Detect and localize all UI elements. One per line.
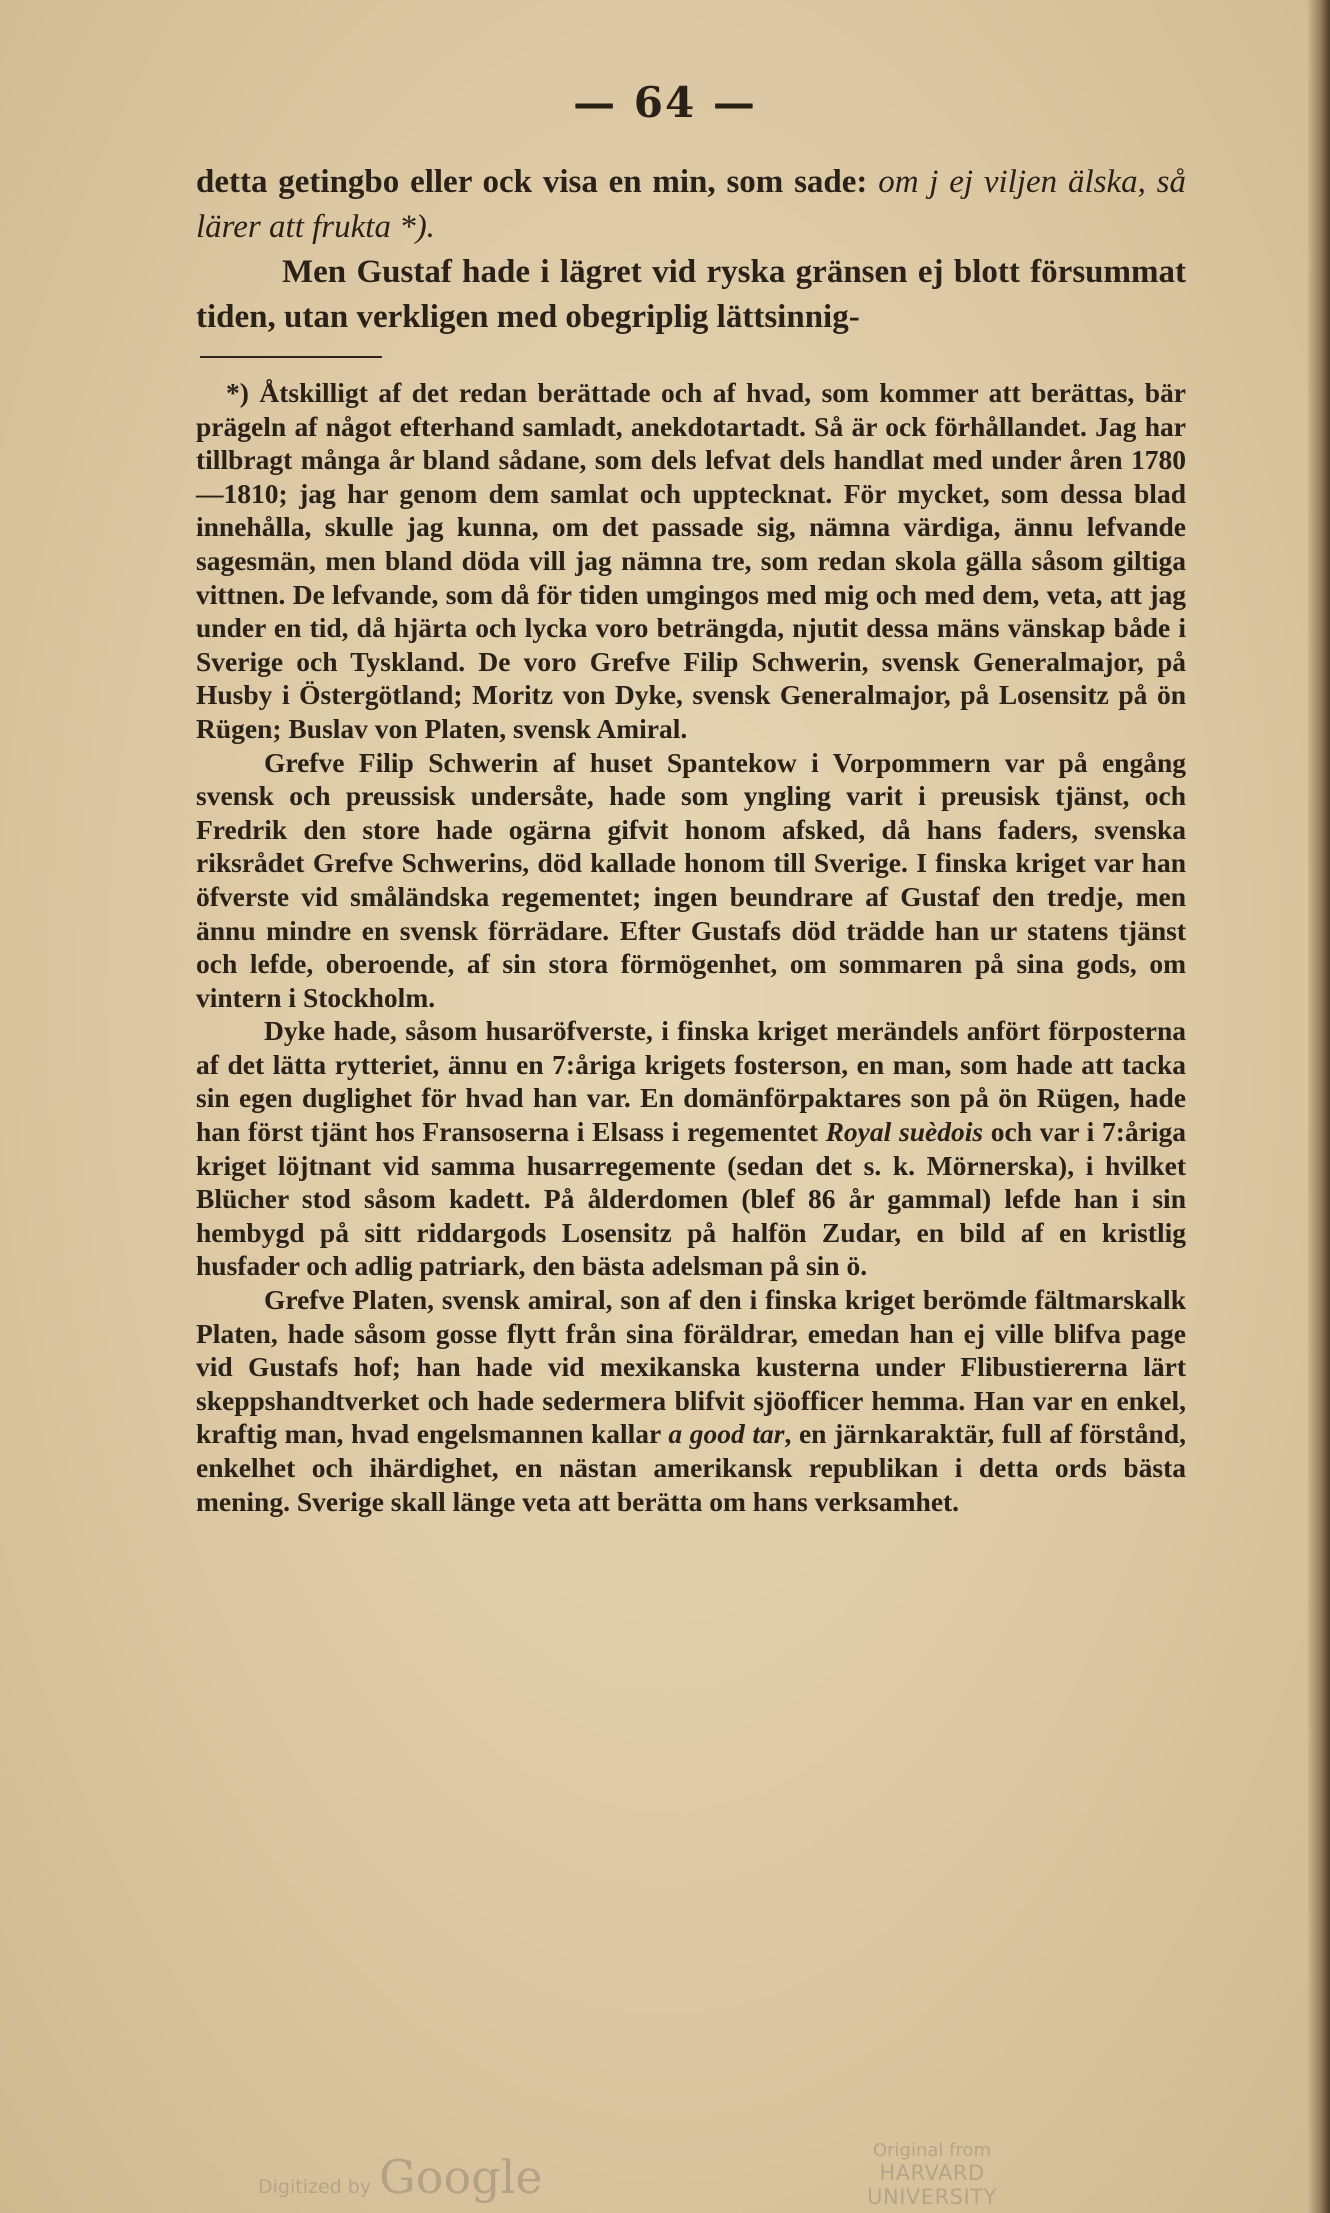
google-logo: Google: [379, 2150, 543, 2204]
google-watermark: [258, 2150, 543, 2204]
footnote-paragraph: [196, 1283, 1186, 1518]
harvard-label: HARVARD UNIVERSITY: [867, 2161, 997, 2209]
footnote-paragraph: [196, 1014, 1186, 1283]
digitized-by-label: Digitized by: [258, 2176, 372, 2198]
page-edge: [1308, 0, 1330, 2213]
footnote-italic: a good tar: [668, 1418, 785, 1450]
footnote: [196, 376, 1186, 1518]
main-text: [196, 160, 1186, 340]
main-paragraph-text: detta getingbo eller ock visa en min, som sade:: [196, 164, 879, 200]
harvard-watermark: [812, 2140, 1052, 2209]
footnote-text: och var i 7:åriga kriget löjtnant vid samma husarregemente (sedan det s. k. Mörnerska), i hvilket Blücher stod såsom kadett. På ålderdomen (blef 86 år gammal) lefde han i sin hembygd på sitt riddargods Losensitz på halfön Zudar, en bild af en kristlig husfader och adlig patriark, den bästa adelsman på sin ö.: [196, 1116, 1187, 1282]
footnote-text: , en järnkaraktär, full af förstånd, enkelhet och ihärdighet, en nästan amerikansk republikan i detta ords bästa mening. Sverige skall länge veta att berätta om hans verksamhet.: [196, 1418, 1186, 1517]
footnote-paragraph: *) Åtskilligt af det redan berättade och af hvad, som kommer att berättas, bär prägeln af något efterhand samladt, anekdotartadt. Så är ock förhållandet. Jag har tillbragt många år bland sådane, som dels lefvat dels handlat med under åren 1780—1810; jag har genom dem samlat och upptecknat. För mycket, som dessa blad innehålla, skulle jag kunna, om det passade sig, nämna värdiga, ännu lefvande sagesmän, men bland döda vill jag nämna tre, som redan skola gälla såsom giltiga vittnen. De lefvande, som då för tiden umgingos med mig och med dem, veta, att jag under en tid, då hjärta och lycka voro beträngda, njutit dessa mäns vänskap både i Sverige och Tyskland. De voro Grefve Filip Schwerin, svensk Generalmajor, på Husby i Östergötland; Moritz von Dyke, svensk Generalmajor, på Losensitz på ön Rügen; Buslav von Platen, svensk Amiral.: [196, 377, 1186, 744]
original-from-label: Original from: [872, 2140, 992, 2161]
page-number: — 64 —: [573, 78, 757, 127]
main-paragraph: Men Gustaf hade i lägret vid ryska gränsen ej blott försummat tiden, utan verkligen med obegriplig lättsinnig-: [196, 254, 1186, 335]
footnote-italic: Royal suèdois: [825, 1116, 984, 1148]
main-paragraph: [196, 160, 1186, 250]
main-paragraph-italic: om j ej viljen älska, så lärer att frukta *).: [196, 164, 1186, 245]
footnote-paragraph: Grefve Filip Schwerin af huset Spantekow i Vorpommern var på engång svensk och preussisk undersåte, hade som yngling varit i preusisk tjänst, och Fredrik den store hade ogärna gifvit honom afsked, då hans faders, svenska riksrådet Grefve Schwerins, död kallade honom till Sverige. I finska kriget var han öfverste vid småländska regementet; ingen beundrare af Gustaf den tredje, men ännu mindre en svensk förrädare. Efter Gustafs död trädde han ur statens tjänst och lefde, oberoende, af sin stora förmögenhet, om sommaren på sina gods, om vintern i Stockholm.: [196, 746, 1186, 1013]
footnote-divider: [200, 356, 382, 358]
footnote-text: Grefve Platen, svensk amiral, son af den i finska kriget berömde fältmarskalk Platen, hade såsom gosse flytt från sina föräldrar, emedan han ej ville blifva page vid Gustafs hof; han hade vid mexikanska kusterna under Flibustiererna lärt skeppshandtverket och hade sedermera blifvit sjöofficer hemma. Han var en enkel, kraftig man, hvad engelsmannen kallar: [196, 1284, 1186, 1450]
footnote-text: Dyke hade, såsom husaröfverste, i finska kriget merändels anfört förposterna af det lätta rytteriet, ännu en 7:åriga krigets fosterson, en man, som hade att tacka sin egen duglighet för hvad han var. En domänförpaktares son på ön Rügen, hade han först tjänt hos Fransoserna i Elsass i regementet: [196, 1015, 1186, 1148]
